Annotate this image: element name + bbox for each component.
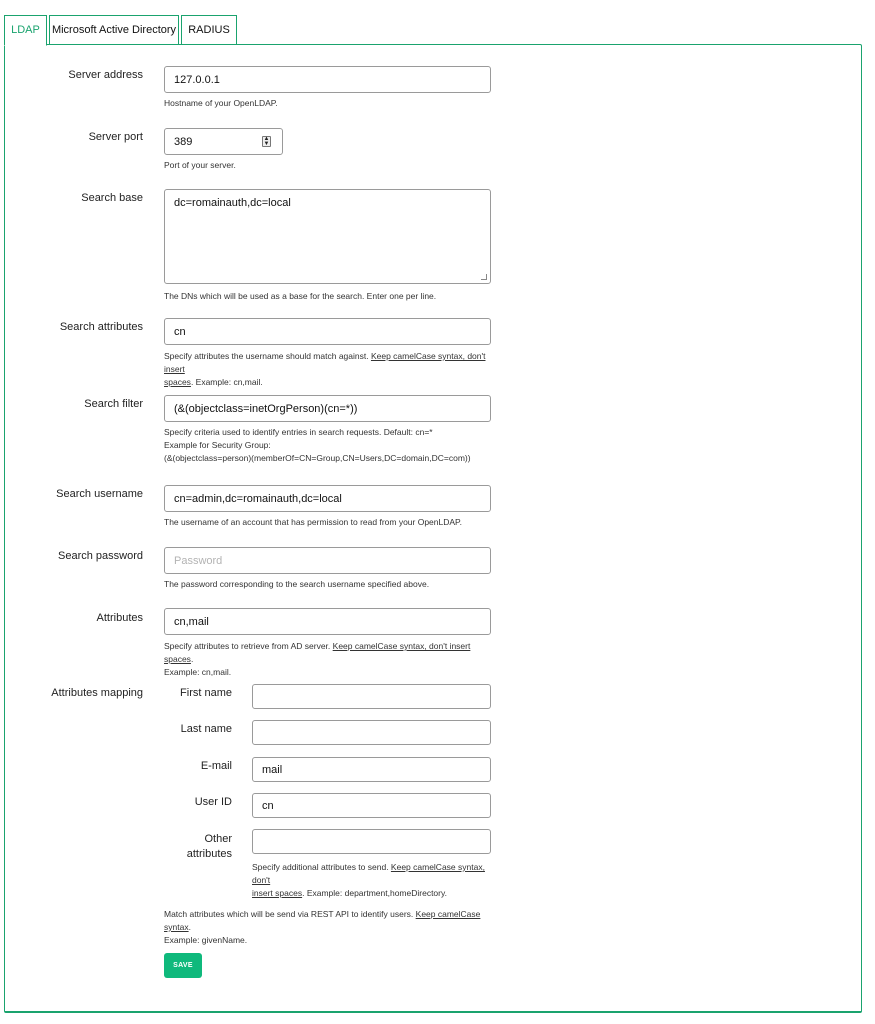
search-attributes-input[interactable]: cn: [164, 318, 491, 345]
port-stepper-icon[interactable]: ▲ ▼: [263, 136, 270, 147]
tab-ldap[interactable]: LDAP: [4, 15, 47, 46]
tab-radius[interactable]: RADIUS: [181, 15, 237, 45]
search-username-input[interactable]: cn=admin,dc=romainauth,dc=local: [164, 485, 491, 512]
search-password-input[interactable]: Password: [164, 547, 491, 574]
search-base-textarea[interactable]: dc=romainauth,dc=local: [164, 189, 491, 284]
last-name-input[interactable]: [252, 720, 491, 745]
user-id-label: User ID: [194, 796, 232, 808]
camelcase-link[interactable]: Keep camelCase syntax: [164, 909, 481, 932]
other-attributes-input[interactable]: [252, 829, 491, 854]
attributes-mapping-help: Match attributes which will be send via REST API to identify users. Keep camelCase syntax. Example: givenName.: [164, 909, 481, 945]
search-filter-label: Search filter: [84, 398, 143, 410]
attributes-mapping-label: Attributes mapping: [51, 687, 143, 699]
camelcase-link[interactable]: Keep camelCase syntax, don't insert: [164, 351, 486, 374]
search-password-label: Search password: [58, 550, 143, 562]
camelcase-link-cont[interactable]: spaces: [164, 377, 191, 387]
other-attributes-label: Other attributes: [186, 833, 232, 860]
search-username-label: Search username: [56, 488, 143, 500]
save-button[interactable]: SAVE: [164, 953, 202, 978]
search-attributes-label: Search attributes: [59, 321, 143, 333]
server-address-label: Server address: [68, 69, 143, 81]
server-port-label: Server port: [88, 131, 143, 143]
search-password-help: The password corresponding to the search username specified above.: [164, 579, 430, 589]
other-attributes-help: Specify additional attributes to send. Keep camelCase syntax, don't insert spaces. Example: department,homeDirectory.: [252, 862, 485, 898]
camelcase-link[interactable]: Keep camelCase syntax, don't insert spaces: [164, 641, 471, 664]
camelcase-link[interactable]: Keep camelCase syntax, don't: [252, 862, 485, 885]
user-id-input[interactable]: cn: [252, 793, 491, 818]
attributes-help: Specify attributes to retrieve from AD server. Keep camelCase syntax, don't insert spaces. Example: cn,mail.: [164, 641, 471, 677]
server-port-input[interactable]: 389: [164, 128, 283, 155]
first-name-input[interactable]: [252, 684, 491, 709]
attributes-input[interactable]: cn,mail: [164, 608, 491, 635]
email-label: E-mail: [200, 760, 232, 772]
camelcase-link-cont[interactable]: insert spaces: [252, 888, 303, 898]
resize-handle-icon[interactable]: [481, 274, 487, 280]
server-port-help: Port of your server.: [164, 160, 236, 170]
tab-microsoft-active-directory[interactable]: Microsoft Active Directory: [49, 15, 179, 45]
search-base-label: Search base: [81, 192, 143, 204]
search-username-help: The username of an account that has permission to read from your OpenLDAP.: [164, 517, 462, 527]
search-attributes-help: Specify attributes the username should match against. Keep camelCase syntax, don't insert spaces. Example: cn,mail.: [164, 351, 486, 387]
search-filter-input[interactable]: (&(objectclass=inetOrgPerson)(cn=*)): [164, 395, 491, 422]
attributes-label: Attributes: [96, 612, 143, 624]
server-address-help: Hostname of your OpenLDAP.: [164, 98, 278, 108]
email-input[interactable]: mail: [252, 757, 491, 782]
server-address-input[interactable]: 127.0.0.1: [164, 66, 491, 93]
search-base-help: The DNs which will be used as a base for the search. Enter one per line.: [164, 291, 437, 301]
first-name-label: First name: [180, 687, 232, 699]
last-name-label: Last name: [180, 723, 232, 735]
search-filter-help: Specify criteria used to identify entries in search requests. Default: cn=* Example for Security Group: (&(objectclass=person)(memberOf=CN=Group,CN=Users,DC=domain,DC=com)): [164, 427, 471, 463]
